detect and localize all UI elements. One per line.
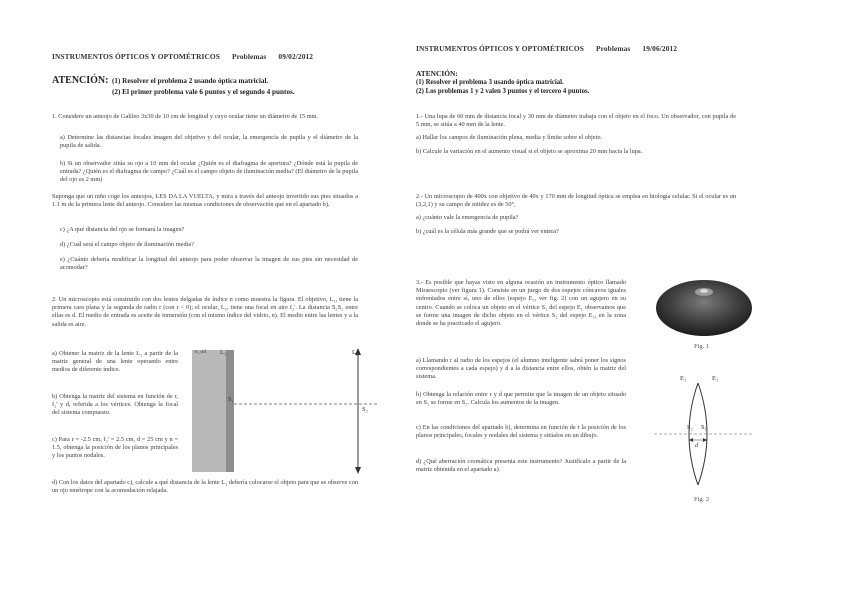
fig1-caption: Fig. 1 <box>694 343 710 350</box>
right-p2-a: a) ¿cuánto vale la emergencia de pupila? <box>416 214 519 221</box>
left-p1-d: d) ¿Cuál será el campo objeto de iluminación media? <box>60 241 194 248</box>
mirascope-photo <box>654 268 754 342</box>
fig2-label-d: d <box>695 442 699 449</box>
right-p1-intro: 1.- Una lupa de 60 mm de distancia focal y 30 mm de diámetro trabaja con el objeto en el foco. Un observador, con pupila de 5 mm, se sitúa a 40 mm de la lente. <box>416 113 736 129</box>
fig2-label-s1: S₁ <box>701 424 707 431</box>
right-p1-a: a) Hallar los campos de iluminación plena, media y límite sobre el objeto. <box>416 134 603 141</box>
lens-l1-shape <box>226 350 234 472</box>
fig-label-l1: L₁ <box>220 349 227 356</box>
mirascope-object <box>700 289 708 293</box>
fig2-label-e1: E₁ <box>680 375 687 382</box>
left-p1-c: c) ¿A qué distancia del ojo se formará la imagen? <box>60 226 185 233</box>
left-attention-line2: (2) El primer problema vale 6 puntos y el segundo 4 puntos. <box>112 88 295 96</box>
lens-l2-bottom-arrow <box>355 467 361 474</box>
left-p2-d: d) Con los datos del apartado c), calcule a qué distancia de la lente L₁ debería colocarse el objeto para que se observe con un ojo emétrope con la acomodación relajada. <box>52 479 358 495</box>
right-exam-page <box>416 0 848 599</box>
left-attention-label: ATENCIÓN: <box>52 75 109 86</box>
left-p1-intro: 1. Considere un anteojo de Galileo 3x30 de 10 cm de longitud y cuyo ocular tiene un diámetro de 15 mm. <box>52 113 319 120</box>
left-header-section: Problemas <box>231 52 267 61</box>
left-p1-e: e) ¿Cuánto debería modificar la longitud del anteojo para poder observar la imagen de sus pies sin necesidad de acomodar? <box>60 256 358 272</box>
right-attention-line2: (2) Los problemas 1 y 2 valen 3 puntos y el tercero 4 puntos. <box>416 88 590 95</box>
right-header-title: INSTRUMENTOS ÓPTICOS Y OPTOMÉTRICOS <box>416 44 584 53</box>
left-header-date: 09/02/2012 <box>278 52 314 61</box>
left-p2-c: c) Para r = -2.5 cm, f₂' = 2.5 cm, d = 25 cm y n = 1.5, obtenga la posición de los planos principales y los puntos nodales. <box>52 436 178 460</box>
left-header-title: INSTRUMENTOS ÓPTICOS Y OPTOMÉTRICOS <box>52 52 220 61</box>
fig2-label-s2: S₂ <box>687 424 693 431</box>
right-p3-c: c) En las condiciones del apartado b), determina en función de r la posición de los planos principales, focales y nodales del sistema y sitúalos en un dibujo. <box>416 424 626 440</box>
right-header <box>416 44 689 53</box>
left-attention-line1: (1) Resolver el problema 2 usando óptica matricial. <box>112 77 269 85</box>
left-p2-intro: 2. Un microscopio está construido con dos lentes delgadas de índice n como muestra la figura. El objetivo, L₁, tiene la primera cara plana y la segunda de radio r (con r < 0); el ocular, L₂, tiene una focal en aire f₂'. La distancia S₂S₂ entre ellas es d. El medio de entrada es aceite de inmersión (con el mismo índice del vidrio, n). El medio entre las lentes y a la salida es aire. <box>52 296 358 328</box>
right-p2-intro: 2.- Un microscopio de 400x con objetivo de 40x y 170 mm de longitud óptica se emplea en biología celular. Si el ocular es un (3,2,1) y su campo de nitidez es de 50°, <box>416 193 736 209</box>
right-header-section: Problemas <box>595 44 631 53</box>
left-p2-b: b) Obtenga la matriz del sistema en función de r, f₂' y d, referida a los vértices. Obtenga la focal del sistema compuesto. <box>52 393 178 417</box>
left-p2-a: a) Obtener la matriz de la lente L₁ a partir de la matriz general de una lente operando entre medios de diferente índice. <box>52 350 178 374</box>
right-attention-label: ATENCIÓN: <box>416 69 458 78</box>
right-p2-b: b) ¿cuál es la célula más grande que se podrá ver entera? <box>416 228 559 235</box>
right-p3-b: b) Obtenga la relación entre r y d que permite que la imagen de un objeto situado en S₁ se forme en S₂. Calcula los aumentos de la imagen. <box>416 391 626 407</box>
fig-label-s2: S₂ <box>362 406 368 413</box>
right-p3-a: a) Llamando r al radio de los espejos (el alumno inteligente sabrá poner los signos correspondientes a cada espejo) y d a la distancia entre ellos, obtén la matriz del sistema. <box>416 357 626 381</box>
fig2-label-e2: E₁ <box>712 375 719 382</box>
left-p1-a: a) Determine las distancias focales imagen del objetivo y del ocular, la emergencia de pupila y el diámetro de la pupila de salida. <box>60 134 358 150</box>
fig-label-s1: S₁ <box>228 396 234 403</box>
left-header <box>52 52 325 61</box>
fig-label-n-oil: n_oil <box>195 349 207 355</box>
mirror-diagram <box>654 378 754 490</box>
right-p3-d: d) ¿Qué aberración cromática presenta este instrumento? Justifícalo a partir de la matriz obtenida en el apartado a). <box>416 458 626 474</box>
left-p1-suppose: Suponga que un niño coge los anteojos, LES DA LA VUELTA, y mira a través del anteojo invertido sus pies situados a 1.1 m de la primera lente del anteojo. Considere las mismas condiciones de observación que en el apartado b). <box>52 193 358 209</box>
fig2-caption: Fig. 2 <box>694 496 710 503</box>
right-header-date: 19/06/2012 <box>642 44 678 53</box>
fig-label-l2: L₂ <box>352 349 359 356</box>
right-p1-b: b) Calcule la variación en el aumento visual si el objeto se aproxima 20 mm hacia la lupa. <box>416 148 643 155</box>
right-attention-line1: (1) Resolver el problema 3 usando óptica matricial. <box>416 79 564 86</box>
left-p1-b: b) Si un observador sitúa su ojo a 10 mm del ocular ¿Quién es el diafragma de apertura? ¿Dónde está la pupila de entrada? ¿Quién es el diafragma de campo? ¿Cuál es el campo objeto de iluminación media? (El diámetro de la pupila del ojo es 2 mm) <box>60 160 358 184</box>
microscope-lens-diagram <box>182 344 382 476</box>
right-p3-intro: 3.- Es posible que hayas visto en alguna ocasión un instrumento óptico llamado Miraescopio (ver figura 1). Consiste en un juego de dos espejos cóncavos iguales enfrentados entre sí, uno de ellos (espejo E₂, ver fig. 2) con un agujero en su centro. Cuando se coloca un objeto en el vértice S₁ del espejo E₁ observamos que se forme una imagen de dicho objeto en el vértice S₂ del espejo E₂, en la zona donde se ha practicado el agujero. <box>416 279 626 328</box>
